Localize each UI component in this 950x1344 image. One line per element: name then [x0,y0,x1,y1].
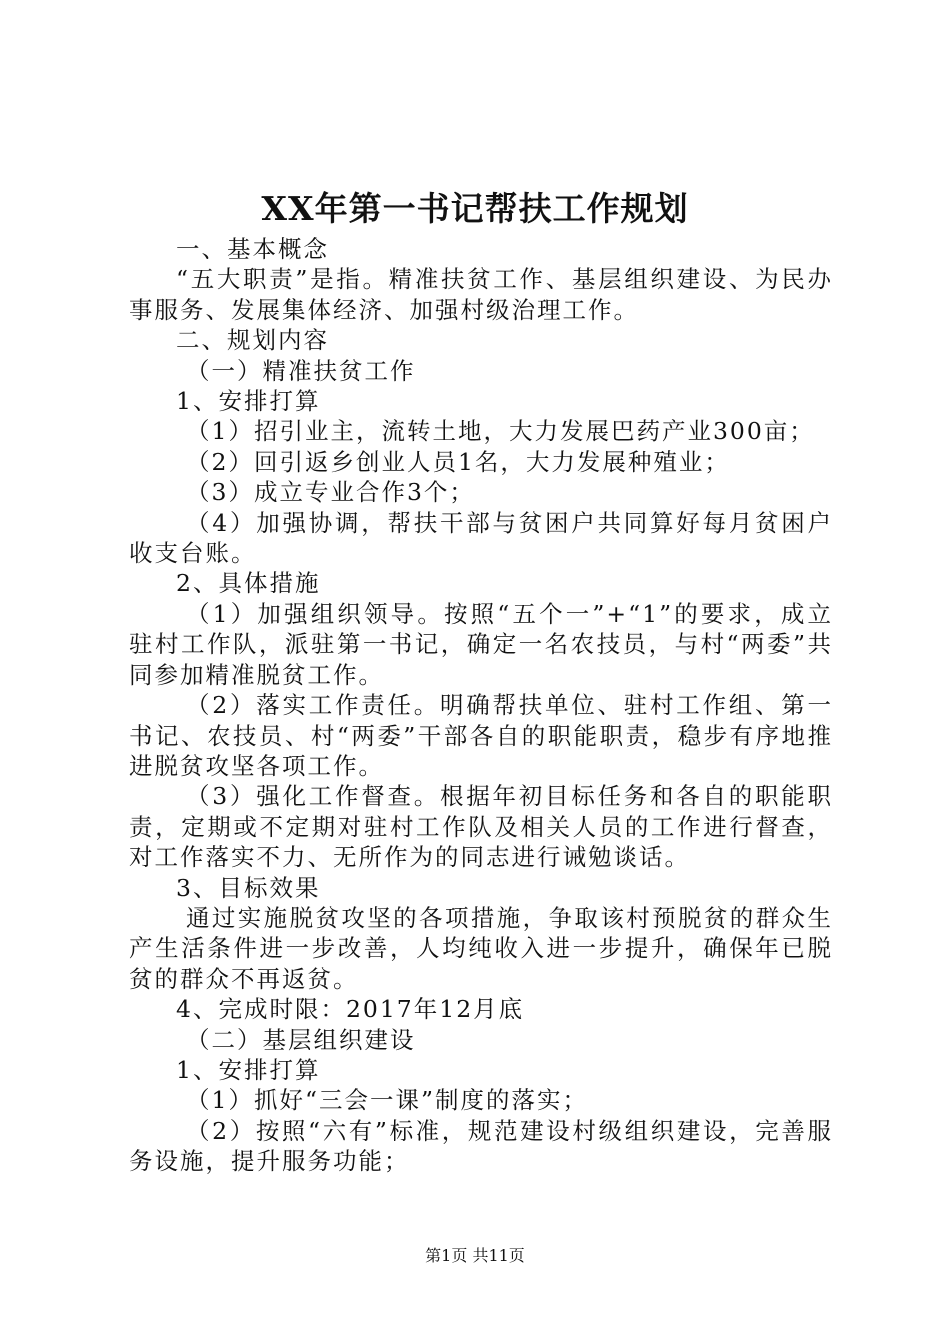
list-item: （1）招引业主，流转土地，大力发展巴药产业300亩； [186,417,815,446]
list-item: （4）加强协调，帮扶干部与贫困户共同算好每月贫困户收支台账。 [129,508,833,568]
heading-basic-concept: 一、基本概念 [176,235,329,263]
document-title: XX年第一书记帮扶工作规划 [261,189,689,228]
list-item: （1）抓好“三会一课”制度的落实； [186,1086,588,1115]
list-item: （2）落实工作责任。明确帮扶单位、驻村工作组、第一书记、农技员、村“两委”干部各自的职能职责，稳步有序地推进脱贫攻坚各项工作。 [129,691,833,780]
list-item: （2）回引返乡创业人员1名，大力发展种殖业； [186,447,730,476]
list-item: （1）加强组织领导。按照“五个一”+“1”的要求，成立驻村工作队，派驻第一书记，确定一名农技员，与村“两委”共同参加精准脱贫工作。 [129,599,833,689]
subheading-grassroots: （二）基层组织建设 [186,1025,416,1054]
item-measures: 2、具体措施 [176,569,321,598]
list-item: （3）成立专业合作3个； [186,478,475,507]
subheading-poverty-alleviation: （一）精准扶贫工作 [186,356,416,385]
item-arrangement: 1、安排打算 [176,387,321,416]
page-number: 第1页 共11页 [425,1246,525,1265]
heading-plan-content: 二、规划内容 [176,326,329,355]
paragraph-goal: 通过实施脱贫攻坚的各项措施，争取该村预脱贫的群众生产生活条件进一步改善，人均纯收入进一步提升，确保年已脱贫的群众不再返贫。 [129,903,833,993]
item-deadline: 4、完成时限：2017年12月底 [176,995,525,1024]
list-item: （3）强化工作督查。根据年初目标任务和各自的职能职责，定期或不定期对驻村工作队及相关人员的工作进行督查，对工作落实不力、无所作为的同志进行诫勉谈话。 [129,782,833,872]
list-item: （2）按照“六有”标准，规范建设村级组织建设，完善服务设施，提升服务功能； [129,1116,833,1176]
item-goal-effect: 3、目标效果 [176,873,321,902]
item-arrangement: 1、安排打算 [176,1055,321,1084]
paragraph-five-duties: “五大职责”是指。精准扶贫工作、基层组织建设、为民办事服务、发展集体经济、加强村级治理工作。 [129,265,833,324]
document-body [129,234,833,1177]
